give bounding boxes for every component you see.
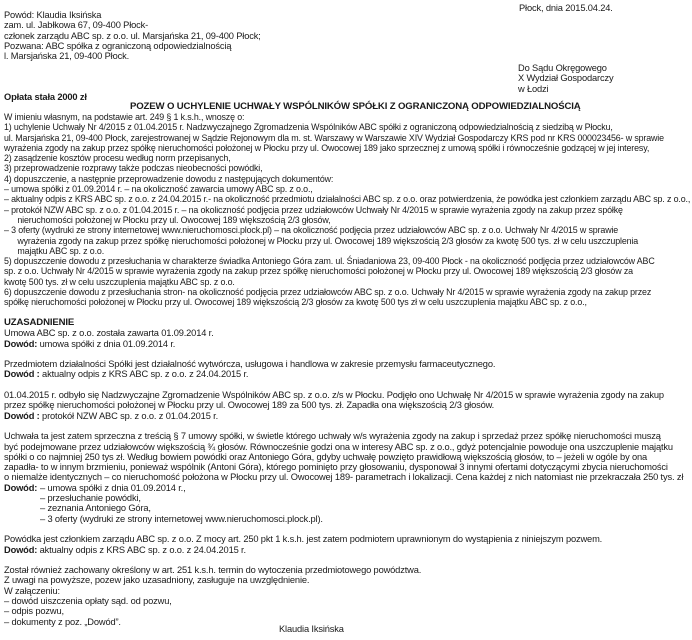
evidence-line xyxy=(4,369,683,379)
justification-p4: Uchwała ta jest zatem sprzeczna z treścią § 7 umowy spółki, w świetle którego uchwały w/s wyrażenia zgody na zakup i sprzedaż przez spółkę nieruchomości muszą xyxy=(4,431,661,442)
evidence-line xyxy=(4,339,683,349)
evidence-text: aktualny odpis z KRS ABC sp. z o.o. z 24.04.2015 r. xyxy=(37,544,246,555)
evidence-line xyxy=(4,483,683,493)
place-date: Płock, dnia 2015.04.24. xyxy=(519,3,613,13)
claim-3: 3) przeprowadzenie rozprawy także podczas nieobecności powódki, xyxy=(4,163,263,174)
evidence-text: umowa spółki z dnia 01.09.2014 r. xyxy=(37,338,176,349)
document-title: POZEW O UCHYLENIE UCHWAŁY WSPÓLNIKÓW SPÓŁKI Z OGRANICZONĄ ODPOWIEDZIALNOŚCIĄ xyxy=(130,101,581,112)
evidence-label: Dowód: xyxy=(4,338,38,349)
justification-p4-line-2: być podejmowane przez udziałowców większością ¾ głosów. Równocześnie godzi ona w interesy ABC sp. z o.o., gdyż potencjalnie powoduje ona uszczuplenie majątku xyxy=(4,441,673,452)
court-division: X Wydział Gospodarczy xyxy=(518,73,614,84)
justification-section xyxy=(4,318,683,627)
evidence-item: – 3 oferty (wydruki ze strony internetowej www.nieruchomosci.plock.pl). xyxy=(40,513,323,524)
document-item-1: – umowa spółki z 01.09.2014 r. – na okoliczność zawarcia umowy ABC sp. z o.o., xyxy=(4,184,313,195)
parties-block xyxy=(4,10,261,61)
claim-5-line-3: kwotę 500 tys. zł w celu uszczuplenia majątku ABC sp. z o.o. xyxy=(4,276,235,287)
court-city: w Łodzi xyxy=(518,83,549,94)
document-item-3-cont: nieruchomości położonej w Płocku przy ul. Owocowej 189 większością 2/3 głosów, xyxy=(17,214,331,225)
document-item-2: – aktualny odpis z KRS ABC sp. z o.o. z 24.04.2015 r.- na okoliczność przedmiotu działalności ABC sp. z o.o. oraz potwierdzenia, że powódka jest członkiem zarządu ABC sp. z o.o., xyxy=(4,194,691,205)
justification-p4-line-4: zapadła- to w innym brzmieniu, ponieważ wspólnik (Antoni Góra), którego pominięto przy głosowaniu, dysponował 3 innymi ofertami dotyczącymi zbycia nieruchomości xyxy=(4,462,668,473)
claim-6: 6) dopuszczenie dowodu z przesłuchania stron- na okoliczność podjęcia przez udziałowców ABC sp. z o.o. Uchwały Nr 4/2015 w sprawie wyrażenia zgody na zakup przez xyxy=(4,287,652,298)
claim-1-line-3: wyrażenia zgody na zakup przez spółkę nieruchomości położonej w Płocku przy ul. Owocowej 189 jako sprzecznej z umową spółki i równocześnie godzącej w jej interesy, xyxy=(4,142,650,153)
defendant-address: l. Marsjańska 21, 09-400 Płock. xyxy=(4,51,130,62)
evidence-item: – umowa spółki z dnia 01.09.2014 r., xyxy=(40,482,186,493)
plaintiff-name: Powód: Klaudia Iksińska xyxy=(4,10,102,20)
claim-6-line-2: spółkę nieruchomości położonej w Płocku przy ul. Owocowej 189 większością 2/3 głosów za kwotę 500 tys zł w celu uszczuplenia majątku ABC sp. z o.o., xyxy=(4,297,587,308)
justification-p1: Umowa ABC sp. z o.o. została zawarta 01.09.2014 r. xyxy=(4,328,214,339)
justification-p3-line-2: przez spółkę nieruchomości położonej w Płocku przy ul. Owocowej 189 za 500 tys. zł. Zapadła ona większością 2/3 głosów. xyxy=(4,400,495,411)
justification-p6: Został również zachowany określony w art. 251 k.s.h. termin do wytoczenia przedmiotowego powództwa. xyxy=(4,565,422,576)
document-item-4-cont-2: majątku ABC sp. z o.o. xyxy=(17,245,105,256)
claims-list xyxy=(4,112,692,308)
claim-2: 2) zasądzenie kosztów procesu według norm przepisanych, xyxy=(4,153,231,164)
plaintiff-address: zam. ul. Jabłkowa 67, 09-400 Płock- xyxy=(4,20,149,31)
evidence-item: – przesłuchanie powódki, xyxy=(40,493,141,504)
justification-p3: 01.04.2015 r. odbyło się Nadzwyczajne Zgromadzenie Wspólników ABC sp. z o.o. z/s w Płocku. Podjęło ono Uchwałę Nr 4/2015 w sprawie wyrażenia zgody na zakup xyxy=(4,390,664,401)
fee-line: Opłata stała 2000 zł xyxy=(4,92,87,102)
evidence-label: Dowód: xyxy=(4,482,38,493)
evidence-text: protokół NZW ABC sp. z o.o. z 01.04.2015 r. xyxy=(39,410,219,421)
claim-5-line-2: sp. z o.o. Uchwały Nr 4/2015 w sprawie wyrażenia zgody na zakup przez spółkę nieruchomości położonej w Płocku przy ul. Owocowej 189 większością 2/3 głosów za xyxy=(4,266,633,277)
court-name: Do Sądu Okręgowego xyxy=(518,63,607,73)
justification-p4-line-5: o niemalże identycznych – co nieruchomość położona w Płocku przy ul. Owocowej 189- parametrach i lokalizacji. Cena każdej z nich natomiast nie przekraczała 250 tys. zł xyxy=(4,472,684,483)
justification-p2: Przedmiotem działalności Spółki jest działalność wytwórcza, usługowa i handlowa w zakresie przemysłu farmaceutycznego. xyxy=(4,359,496,370)
claim-4: 4) dopuszczenie, a następnie przeprowadzenie dowodu z następujących dokumentów: xyxy=(4,173,334,184)
document-item-4: – 3 oferty (wydruki ze strony internetowej www.nieruchomosci.plock.pl) – na okoliczność podjęcia przez udziałowców ABC sp. z o.o. Uchwały Nr 4/2015 w sprawie xyxy=(4,225,619,236)
evidence-text: aktualny odpis z KRS ABC sp. z o.o. z 24.04.2015 r. xyxy=(39,369,249,380)
attachments-label: W załączeniu: xyxy=(4,585,60,596)
claim-1-line-2: ul. Marsjańska 21, 09-400 Płock, zarejestrowanej w Sądzie Rejonowym dla m. st. Warszawy w Warszawie XIV Wydział Gospodarczy KRS pod nr KRS 000023456- w sprawie xyxy=(4,132,664,143)
justification-p5: Powódka jest członkiem zarządu ABC sp. z o.o. Z mocy art. 250 pkt 1 k.s.h. jest zatem podmiotem uprawnionym do wystąpienia z niniejszym pozwem. xyxy=(4,534,603,545)
court-address xyxy=(518,63,613,94)
evidence-item: – zeznania Antoniego Góra, xyxy=(40,503,151,514)
evidence-label: Dowód : xyxy=(4,410,40,421)
claims-intro: W imieniu własnym, na podstawie art. 249 § 1 k.s.h., wnoszę o: xyxy=(4,112,245,122)
plaintiff-role: członek zarządu ABC sp. z o.o. ul. Marsjańska 21, 09-400 Płock; xyxy=(4,30,261,41)
evidence-line xyxy=(4,411,683,421)
evidence-line xyxy=(4,545,683,555)
signature: Klaudia Iksińska xyxy=(279,624,344,634)
claim-5: 5) dopuszczenie dowodu z przesłuchania w charakterze świadka Antoniego Góra zam. ul. Śniadaniowa 23, 09-400 Płock - na okoliczność podjęcia przez udziałowców ABC xyxy=(4,256,655,267)
attachment-item: – dowód uiszczenia opłaty sąd. od pozwu, xyxy=(4,596,172,607)
evidence-label: Dowód: xyxy=(4,544,38,555)
evidence-label: Dowód : xyxy=(4,369,40,380)
claim-1: 1) uchylenie Uchwały Nr 4/2015 z 01.04.2015 r. Nadzwyczajnego Zgromadzenia Wspólników ABC spółki z ograniczoną odpowiedzialnością z siedzibą w Płocku, xyxy=(4,122,613,133)
justification-p6-line-2: Z uwagi na powyższe, pozew jako uzasadniony, zasługuje na uwzględnienie. xyxy=(4,575,310,586)
document-item-3: – protokół NZW ABC sp. z o.o. z 01.04.2015 r. – na okoliczność podjęcia przez udziałowców Uchwały Nr 4/2015 w sprawie wyrażenia zgody na zakup przez spółkę xyxy=(4,204,623,215)
attachment-item: – dokumenty z poz. „Dowód”. xyxy=(4,616,121,627)
document-item-4-cont: wyrażenia zgody na zakup przez spółkę nieruchomości położonej w Płocku przy ul. Owocowej 189 większością 2/3 głosów za kwotę 500 tys. zł w celu uszczuplenia xyxy=(17,235,639,246)
justification-p4-line-3: spółki o co najmniej 250 tys zł. Według bowiem powódki oraz Antoniego Góra, gdyby uchwałę powzięto prawidłową większością głosów, to – jeżeli w ogóle by ona xyxy=(4,451,648,462)
justification-heading: UZASADNIENIE xyxy=(4,317,75,328)
attachment-item: – odpis pozwu, xyxy=(4,606,64,617)
defendant-name: Pozwana: ABC spółka z ograniczoną odpowiedzialnością xyxy=(4,40,232,51)
